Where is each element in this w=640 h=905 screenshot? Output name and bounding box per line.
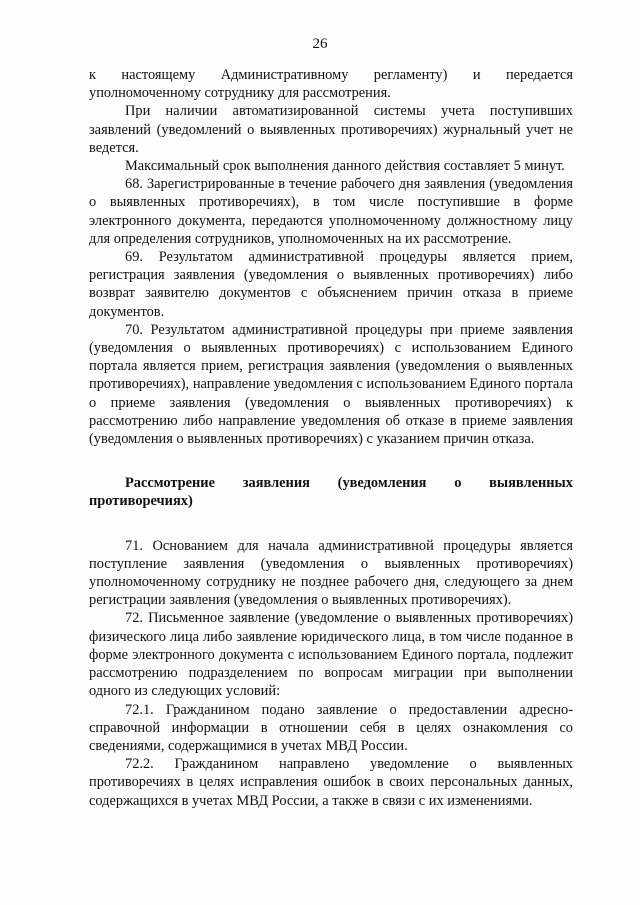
paragraph-journal-note: При наличии автоматизированной системы учета поступивших заявлений (уведомлений о выявленных противоречиях) журнальный учет не ведется. — [89, 103, 573, 156]
document-body — [89, 66, 573, 810]
paragraph-71: 71. Основанием для начала административной процедуры является поступление заявления (уведомления о выявленных противоречиях) уполномоченному сотруднику не позднее рабочего дня, следующего за днем регистрации заявления (уведомления о выявленных противоречиях). — [89, 537, 573, 609]
paragraph-69: 69. Результатом административной процедуры является прием, регистрация заявления (уведомления о выявленных противоречиях) либо возврат заявителю документов с объяснением причин отказа в приеме документов. — [89, 249, 573, 320]
paragraph-70: 70. Результатом административной процедуры при приеме заявления (уведомления о выявленных противоречиях) с использованием Единого портала является прием, регистрация заявления (уведомления о выявленных противоречиях), направление уведомления с использованием Единого портала о приеме заявления (уведомления о выявленных противоречиях) к рассмотрению либо направление уведомления об отказе в приеме заявления (уведомления о выявленных противоречиях) с указанием причин отказа. — [89, 321, 573, 448]
page-number: 26 — [312, 36, 328, 52]
paragraph-68: 68. Зарегистрированные в течение рабочего дня заявления (уведомления о выявленных противоречиях), в том числе поступившие в форме электронного документа, передаются уполномоченному должностному лицу для определения сотрудников, уполномоченных на их рассмотрение. — [89, 176, 573, 247]
paragraph-72: 72. Письменное заявление (уведомление о выявленных противоречиях) физического лица либо заявление юридического лица, в том числе поданное в форме электронного документа с использованием Единого портала, подлежит рассмотрению подразделением по вопросам миграции при выполнении одного из следующих условий: — [89, 610, 573, 700]
paragraph-72-1: 72.1. Гражданином подано заявление о предоставлении адресно-справочной информации в отношении себя в целях ознакомления со сведениями, содержащимися в учетах МВД России. — [89, 701, 573, 754]
paragraph-continuation: к настоящему Административному регламенту) и передается уполномоченному сотруднику для рассмотрения. — [89, 67, 573, 102]
section-heading: Рассмотрение заявления (уведомления о выявленных противоречиях) — [89, 475, 573, 510]
paragraph-max-time: Максимальный срок выполнения данного действия составляет 5 минут. — [125, 158, 565, 175]
paragraph-72-2: 72.2. Гражданином направлено уведомление о выявленных противоречиях в целях исправления ошибок в своих персональных данных, содержащихся в учетах МВД России, а также в связи с их изменениями. — [89, 756, 573, 809]
